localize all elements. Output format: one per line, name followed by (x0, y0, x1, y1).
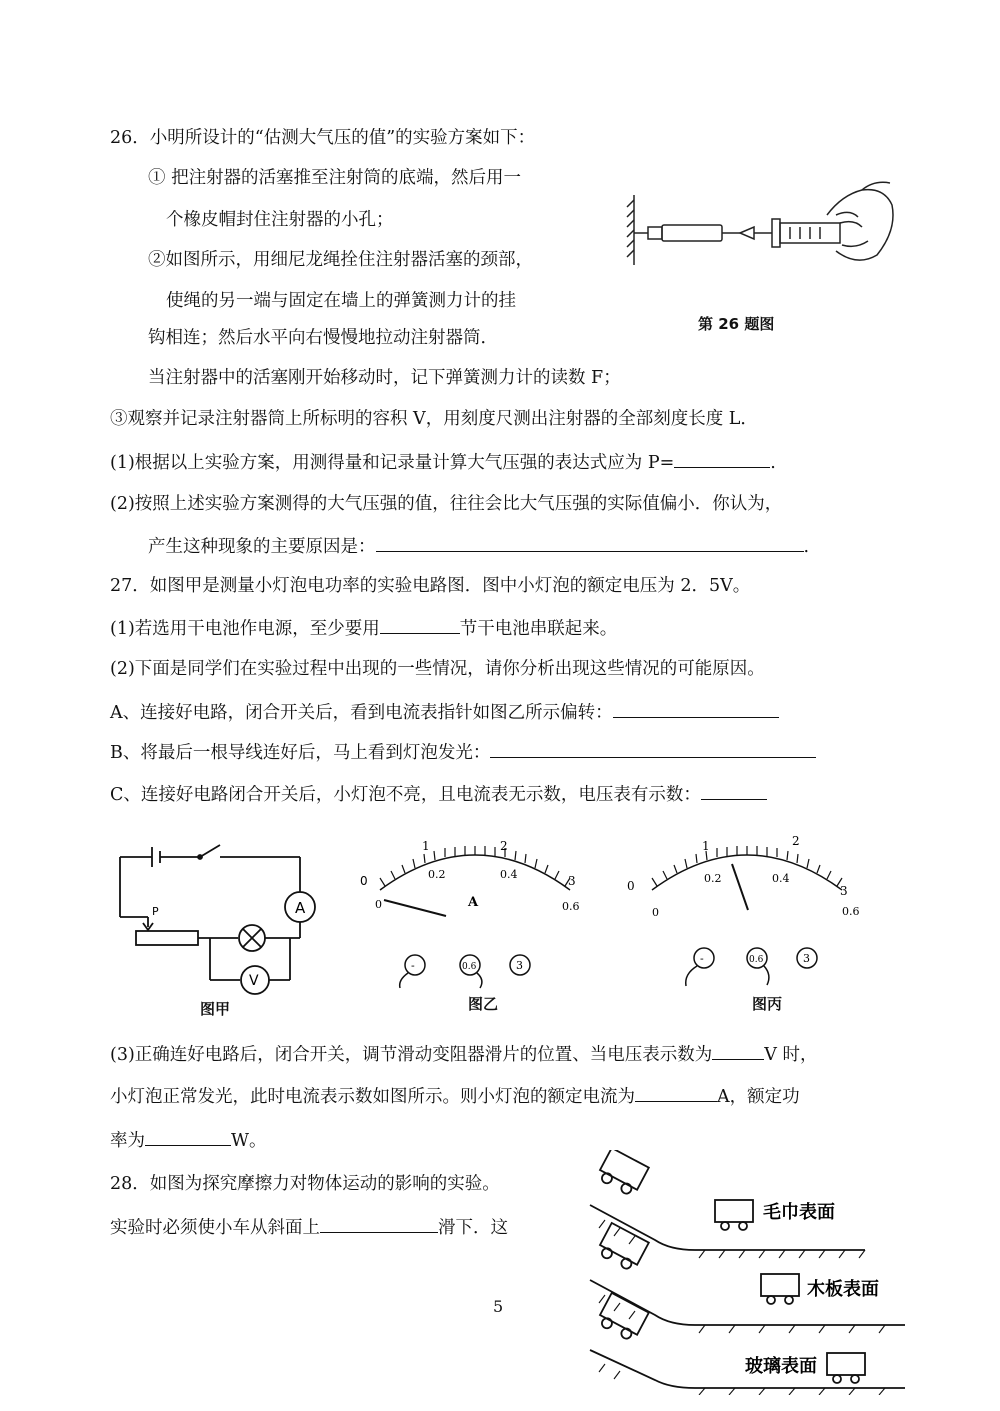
ammeter-symbol: A (295, 899, 306, 917)
top-tick-3: 3 (840, 884, 848, 898)
q26-part1-text: (1)根据以上实验方案，用测得量和记录量计算大气压强的表达式应为 P= (110, 453, 675, 473)
q26-step2-line2: 使绳的另一端与固定在墙上的弹簧测力计的挂 (166, 291, 516, 311)
q27-part3-line1 (110, 1043, 818, 1066)
q26-part2-text: 产生这种现象的主要原因是： (148, 537, 376, 557)
figure-caption-jia: 图甲 (200, 1000, 231, 1018)
ammeter-dial-bing (622, 830, 872, 990)
q26-part2-line1: (2)按照上述实验方案测得的大气压强的值，往往会比大气压强的实际值偏小．你认为， (110, 494, 783, 514)
zero-label: 0 (627, 879, 635, 893)
hatching (599, 1220, 865, 1258)
syringe-figure (622, 175, 902, 295)
bottom-tick-0.6: 0.6 (562, 900, 580, 913)
surface-label-towel: 毛巾表面 (763, 1202, 835, 1223)
bottom-tick-0.2: 0.2 (428, 868, 446, 881)
q27-part3-text-a: (3)正确连好电路后，闭合开关，调节滑动变阻器滑片的位置、当电压表示数为 (110, 1045, 713, 1065)
q28-text-a: 实验时必须使小车从斜面上 (110, 1218, 320, 1238)
q27-answer-blank-c[interactable] (701, 783, 767, 800)
ammeter-dial-yi (350, 830, 600, 990)
q26-step1-line1: ① 把注射器的活塞推至注射筒的底端，然后用一 (148, 168, 522, 188)
q27-answer-blank-power[interactable] (145, 1129, 231, 1146)
q28-answer-blank[interactable] (320, 1216, 438, 1233)
voltmeter-symbol: V (249, 973, 259, 989)
q27-part1-text-a: (1)若选用干电池作电源，至少要用 (110, 619, 380, 639)
q27-part2: (2)下面是同学们在实验过程中出现的一些情况，请你分析出现这些情况的可能原因。 (110, 659, 765, 679)
terminal-0.6: 0.6 (462, 962, 477, 972)
q27-answer-blank-b[interactable] (490, 741, 816, 758)
figure-caption-26: 第 26 题图 (698, 315, 775, 333)
page-number: 5 (493, 1297, 504, 1316)
q27-answer-blank-voltage[interactable] (712, 1043, 764, 1060)
bottom-tick-0.2: 0.2 (704, 872, 722, 885)
q27-part3-text-b: V 时， (764, 1045, 818, 1065)
terminal-minus: - (411, 959, 415, 972)
top-tick-1: 1 (422, 839, 430, 853)
slider-label: P (152, 905, 159, 918)
bottom-tick-0.4: 0.4 (772, 872, 790, 885)
q27-case-a-text: A、连接好电路，闭合开关后，看到电流表指针如图乙所示偏转： (110, 703, 613, 723)
period: . (803, 537, 810, 557)
bottom-tick-0.6: 0.6 (842, 905, 860, 918)
q27-case-b (110, 741, 816, 764)
q28-title: 28．如图为探究摩擦力对物体运动的影响的实验。 (110, 1174, 500, 1194)
terminal-3: 3 (516, 959, 523, 972)
q27-answer-blank-current[interactable] (635, 1085, 717, 1102)
q27-part3-text-f: W。 (231, 1131, 267, 1151)
circuit-diagram (110, 835, 325, 995)
q27-part3-text-c: 小灯泡正常发光，此时电流表示数如图所示。则小灯泡的额定电流为 (110, 1087, 635, 1107)
q26-answer-blank-2[interactable] (376, 535, 804, 552)
terminal-minus: - (700, 952, 704, 965)
zero-label: 0 (360, 874, 368, 888)
figure-caption-bing: 图丙 (752, 995, 783, 1013)
q27-title: 27．如图甲是测量小灯泡电功率的实验电路图．图中小灯泡的额定电压为 2．5V。 (110, 576, 751, 596)
q26-step2-line4: 当注射器中的活塞刚开始移动时，记下弹簧测力计的读数 F； (148, 368, 621, 388)
q28-text-b: 滑下．这 (438, 1218, 508, 1238)
q27-part1-text-b: 节干电池串联起来。 (459, 619, 618, 639)
q26-part2-line2 (148, 535, 809, 558)
q27-part3-line2 (110, 1085, 800, 1108)
q27-case-b-text: B、将最后一根导线连好后，马上看到灯泡发光： (110, 743, 491, 763)
surface-label-glass: 玻璃表面 (745, 1356, 817, 1377)
q26-part1 (110, 451, 776, 474)
q27-answer-blank-battery[interactable] (380, 617, 460, 634)
terminal-3: 3 (803, 952, 810, 965)
q27-case-c (110, 783, 767, 806)
q26-title: 26．小明所设计的“估测大气压的值”的实验方案如下： (110, 128, 536, 148)
top-tick-2: 2 (500, 839, 508, 853)
unit-label: A (468, 895, 479, 910)
q27-case-c-text: C、连接好电路闭合开关后，小灯泡不亮，且电流表无示数，电压表有示数： (110, 785, 701, 805)
terminal-0.6: 0.6 (749, 955, 764, 965)
top-tick-1: 1 (702, 839, 710, 853)
q26-step3: ③观察并记录注射器筒上所标明的容积 V，用刻度尺测出注射器的全部刻度长度 L． (110, 409, 758, 429)
bottom-tick-0: 0 (652, 906, 659, 919)
period: . (770, 453, 776, 473)
q26-answer-blank-1[interactable] (674, 451, 770, 468)
figure-caption-yi: 图乙 (468, 995, 499, 1013)
q26-step1-line2: 个橡皮帽封住注射器的小孔； (166, 210, 394, 230)
scale-ticks (380, 846, 570, 886)
q27-part3-text-e: 率为 (110, 1131, 145, 1151)
top-tick-3: 3 (568, 874, 576, 888)
q28-line2 (110, 1216, 508, 1239)
q27-part3-text-d: A，额定功 (717, 1087, 800, 1107)
q27-part1 (110, 617, 617, 640)
q26-step2-line1: ②如图所示，用细尼龙绳拴住注射器活塞的颈部， (148, 250, 533, 270)
ramp-figure (575, 1150, 915, 1395)
bottom-tick-0: 0 (375, 898, 382, 911)
top-tick-2: 2 (792, 834, 800, 848)
q26-step2-line3: 钩相连；然后水平向右慢慢地拉动注射器筒． (148, 328, 498, 348)
q27-answer-blank-a[interactable] (613, 701, 779, 718)
bottom-tick-0.4: 0.4 (500, 868, 518, 881)
q27-case-a (110, 701, 779, 724)
surface-label-wood: 木板表面 (807, 1279, 879, 1300)
q27-part3-line3 (110, 1129, 267, 1152)
